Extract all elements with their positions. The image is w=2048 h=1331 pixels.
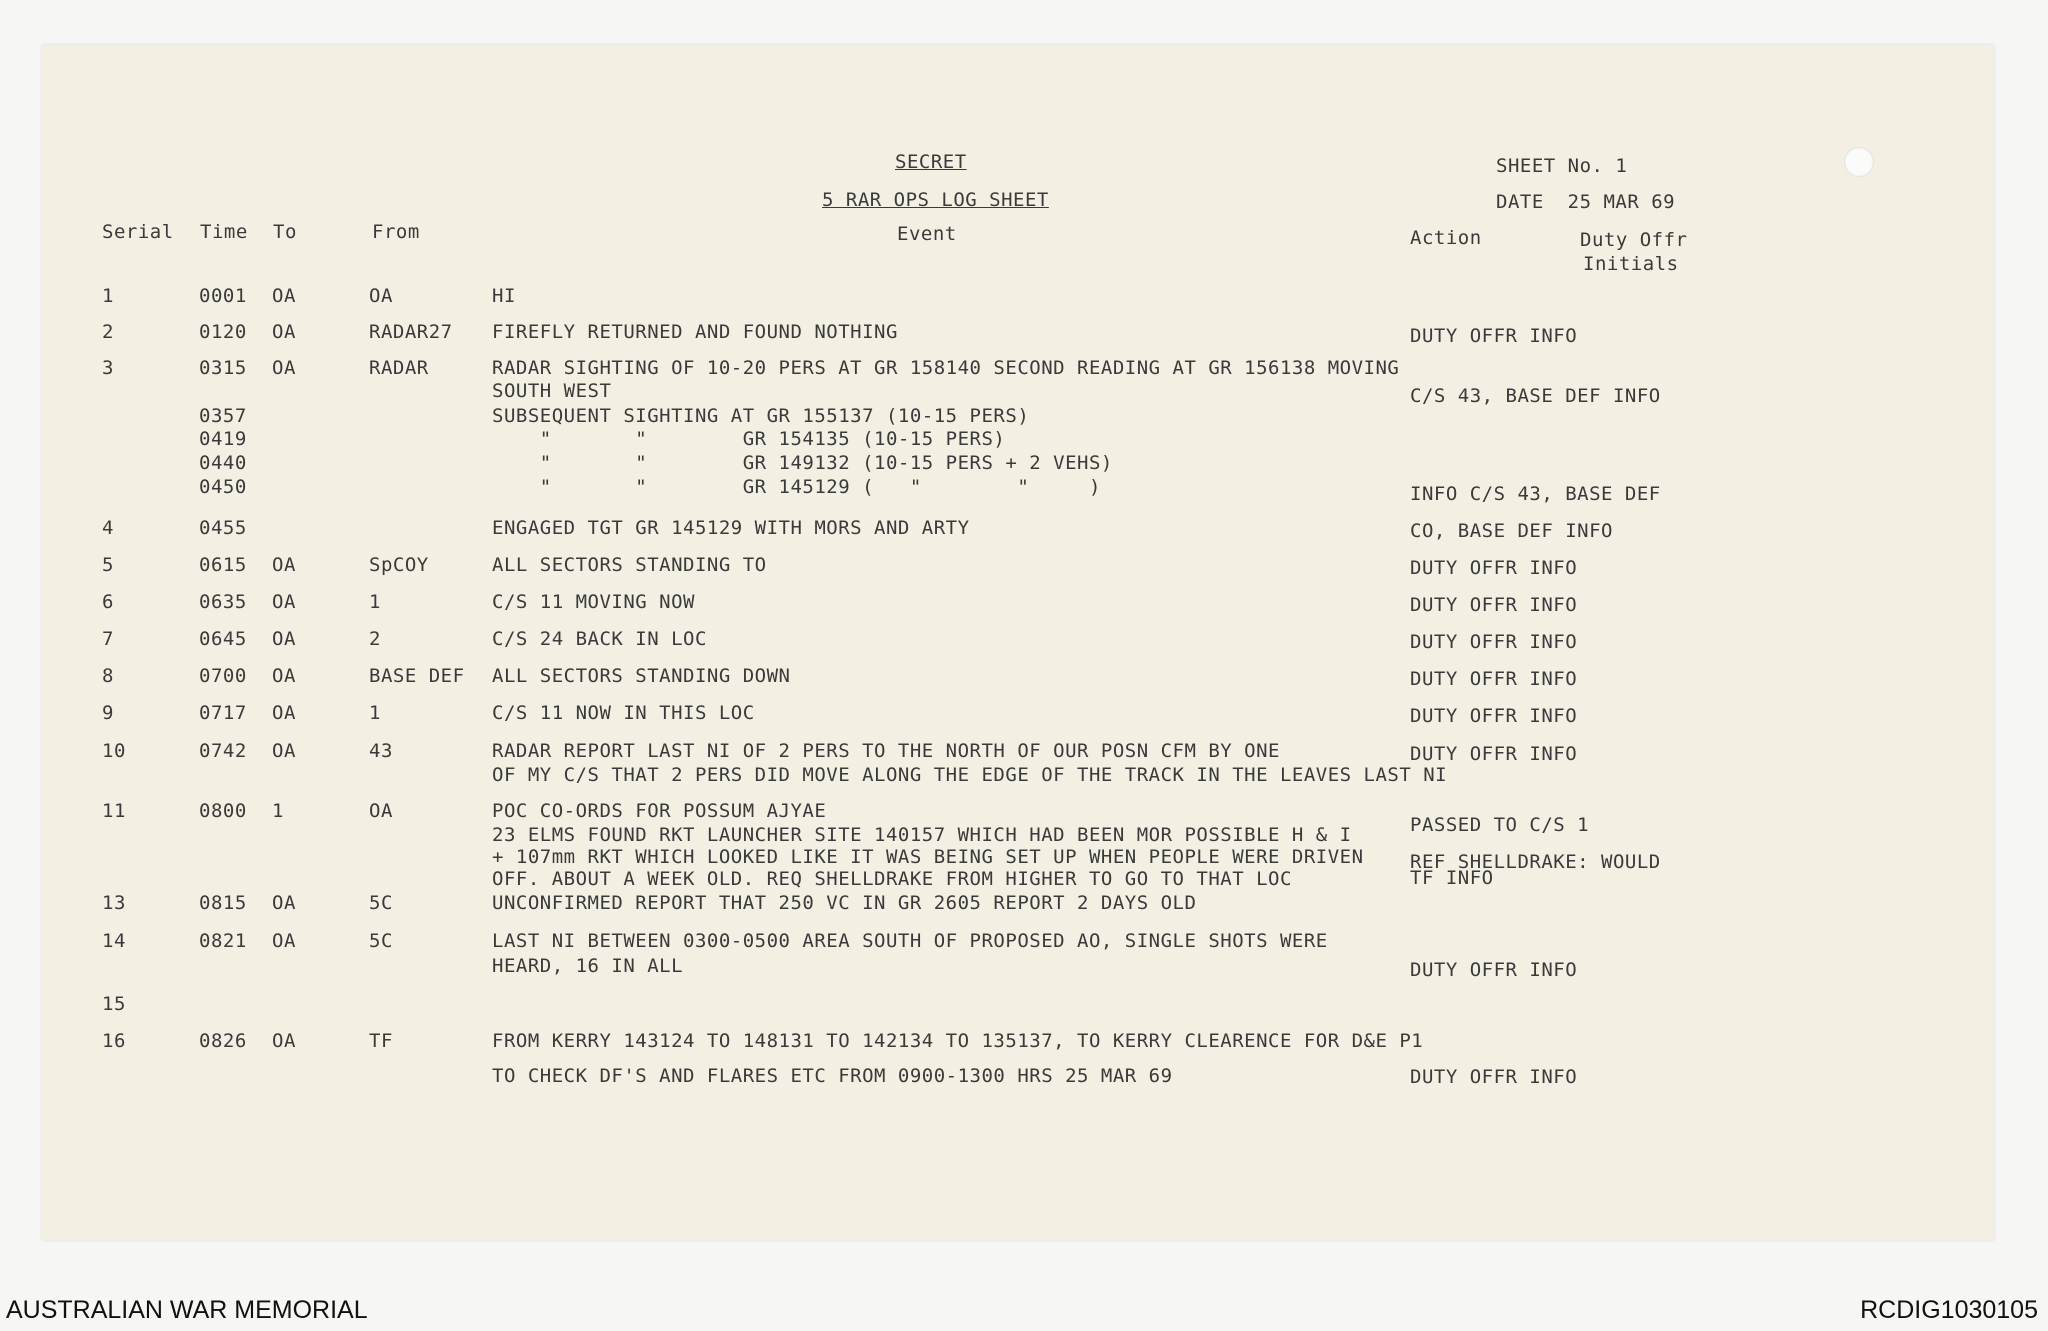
entry-event: OFF. ABOUT A WEEK OLD. REQ SHELLDRAKE FROM HIGHER TO GO TO THAT LOC <box>492 868 1292 890</box>
entry-event: RADAR SIGHTING OF 10-20 PERS AT GR 158140 SECOND READING AT GR 156138 MOVING <box>492 357 1400 379</box>
entry-time: 0419 <box>199 428 247 450</box>
entry-event: SOUTH WEST <box>492 380 612 402</box>
entry-event: " " GR 149132 (10-15 PERS + 2 VEHS) <box>492 452 1113 474</box>
entry-event: UNCONFIRMED REPORT THAT 250 VC IN GR 2605 REPORT 2 DAYS OLD <box>492 892 1197 914</box>
entry-event: + 107mm RKT WHICH LOOKED LIKE IT WAS BEING SET UP WHEN PEOPLE WERE DRIVEN <box>492 846 1364 868</box>
entry-serial: 11 <box>102 800 126 822</box>
document-sheet <box>42 45 1994 1240</box>
footer-record-id: RCDIG1030105 <box>1860 1296 2038 1324</box>
entry-from: 43 <box>369 740 393 762</box>
entry-event: POC CO-ORDS FOR POSSUM AJYAE <box>492 800 827 822</box>
entry-from: RADAR27 <box>369 321 453 343</box>
entry-serial: 16 <box>102 1030 126 1052</box>
entry-event: 23 ELMS FOUND RKT LAUNCHER SITE 140157 WHICH HAD BEEN MOR POSSIBLE H & I <box>492 824 1352 846</box>
entry-event: OF MY C/S THAT 2 PERS DID MOVE ALONG THE EDGE OF THE TRACK IN THE LEAVES LAST NI <box>492 764 1448 786</box>
entry-serial: 13 <box>102 892 126 914</box>
entry-time: 0717 <box>199 702 247 724</box>
entry-event: SUBSEQUENT SIGHTING AT GR 155137 (10-15 PERS) <box>492 405 1030 427</box>
entry-to: OA <box>272 321 296 343</box>
entry-serial: 14 <box>102 930 126 952</box>
entry-from: 5C <box>369 892 393 914</box>
entry-action: DUTY OFFR INFO <box>1410 959 1578 981</box>
entry-time: 0635 <box>199 591 247 613</box>
entry-serial: 8 <box>102 665 114 687</box>
entry-action: DUTY OFFR INFO <box>1410 325 1578 347</box>
column-header-duty-offr: Duty Offr <box>1580 229 1688 251</box>
entry-time: 0800 <box>199 800 247 822</box>
entry-action: PASSED TO C/S 1 <box>1410 814 1590 836</box>
entry-serial: 4 <box>102 517 114 539</box>
entry-from: 1 <box>369 591 381 613</box>
entry-time: 0645 <box>199 628 247 650</box>
column-header-serial: Serial <box>102 221 174 243</box>
entry-action: TF INFO <box>1410 867 1494 889</box>
entry-time: 0001 <box>199 285 247 307</box>
entry-from: BASE DEF <box>369 665 465 687</box>
entry-to: OA <box>272 357 296 379</box>
entry-event: ENGAGED TGT GR 145129 WITH MORS AND ARTY <box>492 517 970 539</box>
entry-event: RADAR REPORT LAST NI OF 2 PERS TO THE NORTH OF OUR POSN CFM BY ONE <box>492 740 1280 762</box>
entry-event: ALL SECTORS STANDING TO <box>492 554 767 576</box>
entry-action: DUTY OFFR INFO <box>1410 631 1578 653</box>
entry-to: OA <box>272 554 296 576</box>
entry-from: RADAR <box>369 357 429 379</box>
entry-event: TO CHECK DF'S AND FLARES ETC FROM 0900-1300 HRS 25 MAR 69 <box>492 1065 1173 1087</box>
entry-event: ALL SECTORS STANDING DOWN <box>492 665 791 687</box>
entry-action: CO, BASE DEF INFO <box>1410 520 1613 542</box>
entry-event: FIREFLY RETURNED AND FOUND NOTHING <box>492 321 898 343</box>
entry-time: 0315 <box>199 357 247 379</box>
entry-serial: 5 <box>102 554 114 576</box>
column-header-from: From <box>372 221 420 243</box>
column-header-action: Action <box>1410 227 1482 249</box>
entry-serial: 10 <box>102 740 126 762</box>
entry-action: DUTY OFFR INFO <box>1410 668 1578 690</box>
entry-to: OA <box>272 892 296 914</box>
document-title: 5 RAR OPS LOG SHEET <box>822 189 1049 211</box>
entry-to: OA <box>272 740 296 762</box>
entry-action: INFO C/S 43, BASE DEF <box>1410 483 1661 505</box>
entry-to: OA <box>272 285 296 307</box>
entry-time: 0455 <box>199 517 247 539</box>
entry-action: DUTY OFFR INFO <box>1410 557 1578 579</box>
entry-time: 0450 <box>199 476 247 498</box>
entry-time: 0742 <box>199 740 247 762</box>
entry-from: 5C <box>369 930 393 952</box>
entry-to: OA <box>272 930 296 952</box>
entry-event: C/S 24 BACK IN LOC <box>492 628 707 650</box>
footer-archive-name: AUSTRALIAN WAR MEMORIAL <box>6 1296 368 1324</box>
column-header-event: Event <box>897 223 957 245</box>
entry-to: OA <box>272 702 296 724</box>
entry-to: OA <box>272 591 296 613</box>
entry-serial: 15 <box>102 993 126 1015</box>
entry-action: DUTY OFFR INFO <box>1410 594 1578 616</box>
log-date: DATE 25 MAR 69 <box>1496 191 1676 213</box>
entry-to: OA <box>272 1030 296 1052</box>
entry-event: " " GR 145129 ( " " ) <box>492 476 1101 498</box>
entry-to: 1 <box>272 800 284 822</box>
entry-time: 0357 <box>199 405 247 427</box>
entry-from: OA <box>369 285 393 307</box>
entry-action: REF SHELLDRAKE: WOULD <box>1410 851 1661 873</box>
entry-from: 2 <box>369 628 381 650</box>
entry-event: C/S 11 MOVING NOW <box>492 591 695 613</box>
entry-time: 0826 <box>199 1030 247 1052</box>
column-header-initials: Initials <box>1583 253 1679 275</box>
entry-serial: 2 <box>102 321 114 343</box>
entry-from: TF <box>369 1030 393 1052</box>
column-header-time: Time <box>200 221 248 243</box>
entry-action: DUTY OFFR INFO <box>1410 705 1578 727</box>
entry-event: " " GR 154135 (10-15 PERS) <box>492 428 1006 450</box>
entry-action: DUTY OFFR INFO <box>1410 743 1578 765</box>
punch-hole <box>1844 147 1874 177</box>
entry-event: LAST NI BETWEEN 0300-0500 AREA SOUTH OF PROPOSED AO, SINGLE SHOTS WERE <box>492 930 1328 952</box>
entry-serial: 3 <box>102 357 114 379</box>
entry-event: C/S 11 NOW IN THIS LOC <box>492 702 755 724</box>
entry-time: 0700 <box>199 665 247 687</box>
entry-to: OA <box>272 628 296 650</box>
entry-time: 0120 <box>199 321 247 343</box>
entry-from: SpCOY <box>369 554 429 576</box>
entry-from: 1 <box>369 702 381 724</box>
classification-marking: SECRET <box>895 151 967 173</box>
entry-time: 0440 <box>199 452 247 474</box>
entry-serial: 6 <box>102 591 114 613</box>
entry-action: C/S 43, BASE DEF INFO <box>1410 385 1661 407</box>
entry-serial: 7 <box>102 628 114 650</box>
entry-to: OA <box>272 665 296 687</box>
sheet-number: SHEET No. 1 <box>1496 155 1628 177</box>
entry-from: OA <box>369 800 393 822</box>
entry-action: DUTY OFFR INFO <box>1410 1066 1578 1088</box>
entry-time: 0815 <box>199 892 247 914</box>
entry-time: 0615 <box>199 554 247 576</box>
entry-event: HEARD, 16 IN ALL <box>492 955 684 977</box>
entry-event: HI <box>492 285 516 307</box>
entry-serial: 1 <box>102 285 114 307</box>
entry-serial: 9 <box>102 702 114 724</box>
entry-time: 0821 <box>199 930 247 952</box>
column-header-to: To <box>273 221 297 243</box>
entry-event: FROM KERRY 143124 TO 148131 TO 142134 TO 135137, TO KERRY CLEARENCE FOR D&E P1 <box>492 1030 1424 1052</box>
